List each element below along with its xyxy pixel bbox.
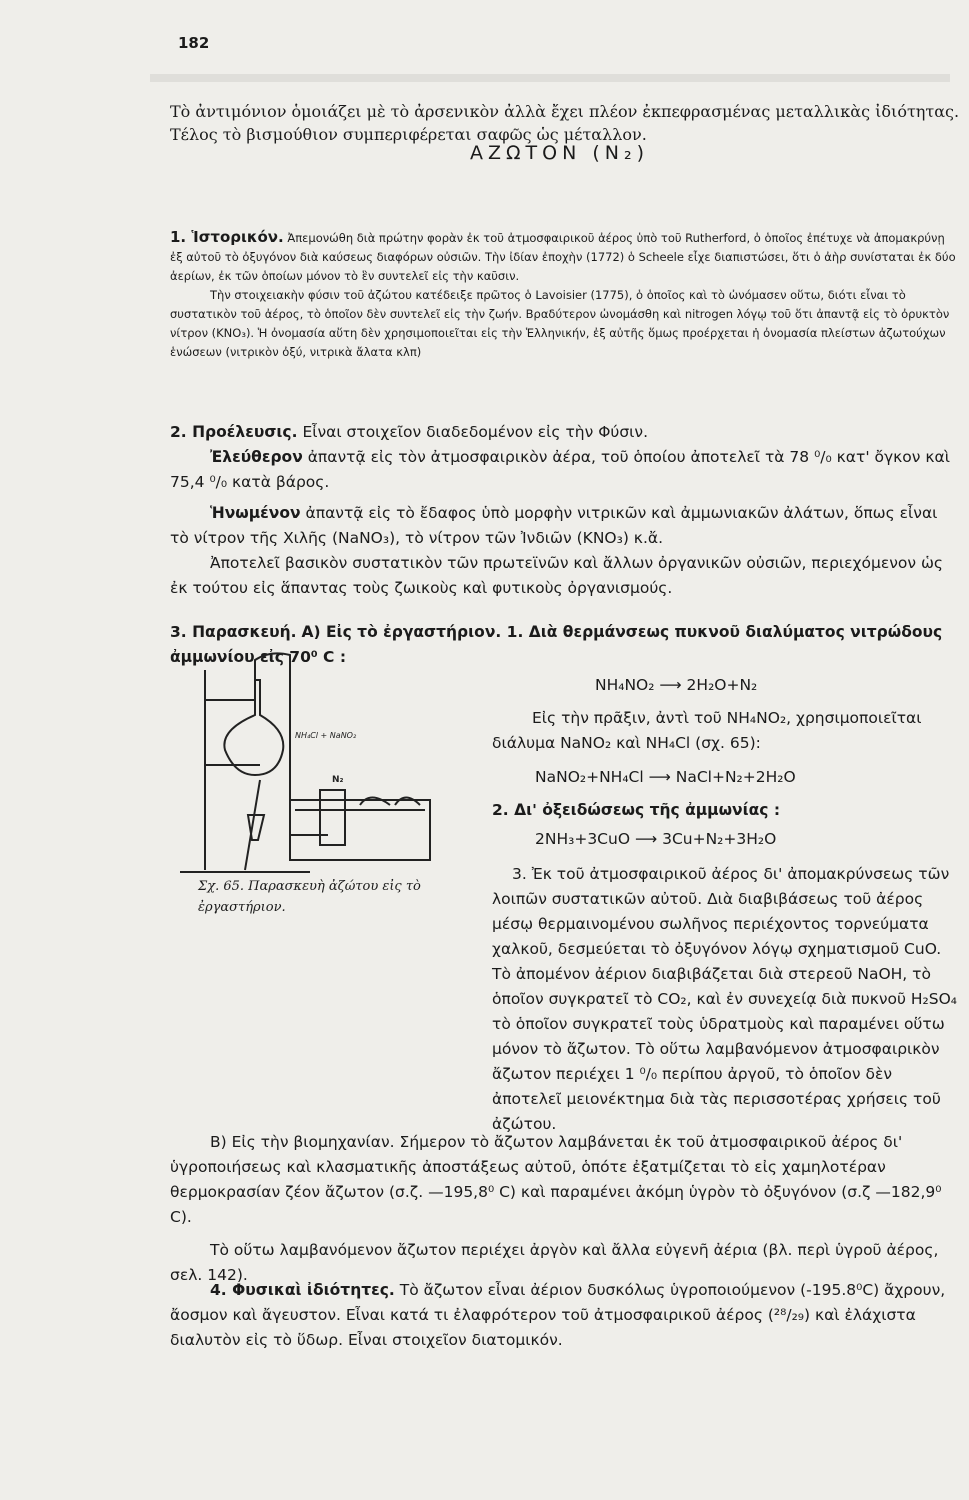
physical-text: Τὸ ἄζωτον εἶναι ἀέριον δυσκόλως ὑγροποιούμενον (-195.8⁰C) ἄχρουν, ἄοσμον καὶ ἄγευστον. Εἶναι κατά τι ἐλαφρότερον τοῦ ἀτμοσφαιρικοῦ ἀέρος (²⁸/₂₉) καὶ ἐλάχιστα διαλυτὸν εἰς τὸ ὕδωρ. Εἶναι στοιχεῖον διατομικόν. xyxy=(170,1281,946,1349)
combined-heading: Ἡνωμένον xyxy=(210,504,301,522)
figure-caption: Σχ. 65. Παρασκευὴ ἀζώτου εἰς τὸ ἐργαστήριον. xyxy=(198,879,421,915)
intro-paragraph: Τὸ ἀντιμόνιον ὁμοιάζει μὲ τὸ ἀρσενικὸν ἀλλὰ ἔχει πλέον ἐκπεφρασμένας μεταλλικὰς ἰδιότητας. Τέλος τὸ βισμούθιον συμπεριφέρεται σαφῶς ὡς μέταλλον. xyxy=(170,102,960,144)
history-heading: 1. Ἱστορικόν. xyxy=(170,228,284,246)
origin-section xyxy=(170,420,960,601)
equation-2: NaNO₂+NH₄Cl ⟶ NaCl+N₂+2H₂O xyxy=(535,768,796,786)
ammonia-oxidation-heading: 2. Δι' ὀξειδώσεως τῆς ἀμμωνίας : xyxy=(492,801,781,819)
prep-heading: 3. Παρασκευή. xyxy=(170,623,297,641)
equation-1-note: Εἰς τὴν πρᾶξιν, ἀντὶ τοῦ NH₄NO₂, χρησιμοποιεῖται διάλυμα NaNO₂ καὶ NH₄Cl (σχ. 65): xyxy=(492,709,922,752)
history-text: Ἀπεμονώθη διὰ πρώτην φορὰν ἐκ τοῦ ἀτμοσφαιρικοῦ ἀέρος ὑπὸ τοῦ Rutherford, ὁ ὁποῖος ἐπέτυχε νὰ ἀπομακρύνῃ ἐξ αὐτοῦ τὸ ὀξυγόνον διὰ καύσεως διαφόρων οὐσιῶν. Τὴν ἰδίαν ἐποχὴν (1772) ὁ Scheele εἶχε διαπιστώσει, ὅτι ὁ ἀὴρ συνίσταται ἐκ δύο ἀερίων, ἐκ τῶν ὁποίων μόνον τὸ ἓν συντελεῖ εἰς τὴν καῦσιν. xyxy=(170,231,956,283)
page-number: 182 xyxy=(178,34,210,52)
reagents-label: NH₄Cl + NaNO₂ xyxy=(295,731,357,740)
combined-text: ἀπαντᾷ εἰς τὸ ἔδαφος ὑπὸ μορφὴν νιτρικῶν καὶ ἀμμωνιακῶν ἀλάτων, ὅπως εἶναι τὸ νίτρον τῆς Χιλῆς (NaNO₃), τὸ νίτρον τῶν Ἰνδιῶν (KNO₃) κ.ἄ. xyxy=(170,504,938,547)
industry-text-2: Τὸ οὕτω λαμβανόμενον ἄζωτον περιέχει ἀργὸν καὶ ἄλλα εὐγενῆ ἀέρια (βλ. περὶ ὑγροῦ ἀέρος, σελ. 142). xyxy=(170,1241,939,1284)
origin-heading: 2. Προέλευσις. xyxy=(170,423,298,441)
free-heading: Ἐλεύθερον xyxy=(210,448,303,466)
history-text-2: Τὴν στοιχειακὴν φύσιν τοῦ ἀζώτου κατέδειξε πρῶτος ὁ Lavoisier (1775), ὁ ὁποῖος καὶ τὸ ὠνόμασεν οὕτω, διότι εἶναι τὸ συστατικὸν τοῦ ἀέρος, τὸ ὁποῖον δὲν συντελεῖ εἰς τὴν ζωήν. Βραδύτερον ὠνομάσθη καὶ nitrogen λόγῳ τοῦ ὅτι ἀπαντᾷ εἰς τὸ ὀρυκτὸν νίτρον (KNO₃). Ἡ ὀνομασία αὕτη δὲν χρησιμοποιεῖται εἰς τὴν Ἑλληνικήν, ἐξ αὐτῆς ὅμως προέρχεται ἡ ὀνομασία πλείστων ἀζωτούχων ἑνώσεων (νιτρικὸν ὀξύ, νιτρικὰ ἄλατα κλπ) xyxy=(170,288,950,359)
bleed-through xyxy=(150,64,950,104)
gas-label: N₂ xyxy=(332,775,344,785)
air-method xyxy=(170,862,960,1137)
origin-last: Ἀποτελεῖ βασικὸν συστατικὸν τῶν πρωτεϊνῶν καὶ ἄλλων ὀργανικῶν οὐσιῶν, περιεχόμενον ὡς ἐκ τούτου εἰς ἅπαντας τοὺς ζωικοὺς καὶ φυτικοὺς ὀργανισμούς. xyxy=(170,554,944,597)
equation-3: 2NH₃+3CuO ⟶ 3Cu+N₂+3H₂O xyxy=(535,830,777,848)
apparatus-figure xyxy=(160,640,480,885)
industry-section xyxy=(170,1130,960,1288)
section-title: ΑΖΩΤΟΝ (N₂) xyxy=(470,142,650,164)
history-section xyxy=(170,228,960,362)
air-method-text: 3. Ἐκ τοῦ ἀτμοσφαιρικοῦ ἀέρος δι' ἀπομακρύνσεως τῶν λοιπῶν συστατικῶν αὐτοῦ. Διὰ διαβιβάσεως τοῦ ἀέρος μέσῳ θερμαινομένου σωλῆνος περιέχοντος τορνεύματα χαλκοῦ, δεσμεύεται τὸ ὀξυγόνον λόγῳ σχηματισμοῦ CuO. Τὸ ἀπομένον ἀέριον διαβιβάζεται διὰ στερεοῦ NaOH, τὸ ὁποῖον συγκρατεῖ τὸ CO₂, καὶ ἐν συνεχείᾳ διὰ πυκνοῦ H₂SO₄ τὸ ὁποῖον συγκρατεῖ τοὺς ὑδρατμοὺς καὶ παραμένει οὕτω μόνον τὸ ἄζωτον. Τὸ οὕτω λαμβανόμενον ἀτμοσφαιρικὸν ἄζωτον περιέχει 1 ⁰/₀ περίπου ἀργοῦ, τὸ ὁποῖον δὲν ἀποτελεῖ μειονέκτημα διὰ τὰς περισσοτέρας χρήσεις τοῦ ἀζώτου. xyxy=(492,865,957,1133)
physical-heading: 4. Φυσικαὶ ἰδιότητες. xyxy=(210,1281,395,1299)
physical-properties xyxy=(170,1278,960,1353)
industry-text: Β) Εἰς τὴν βιομηχανίαν. Σήμερον τὸ ἄζωτον λαμβάνεται ἐκ τοῦ ἀτμοσφαιρικοῦ ἀέρος δι' ὑγροποιήσεως καὶ κλασματικῆς ἀποστάξεως αὐτοῦ, ὁπότε ἐξατμίζεται τὸ εἰς χαμηλοτέραν θερμοκρασίαν ζέον ἄζωτον (σ.ζ. —195,8⁰ C) καὶ παραμένει ἀκόμη ὑγρὸν τὸ ὀξυγόνον (σ.ζ —182,9⁰ C). xyxy=(170,1133,942,1226)
prep-lab-heading: Α) Εἰς τὸ ἐργαστήριον. 1. Διὰ θερμάνσεως πυκνοῦ διαλύματος νιτρώδους ἀμμωνίου εἰς 70⁰ C : xyxy=(170,623,943,666)
equation-1: NH₄NO₂ ⟶ 2H₂O+N₂ xyxy=(595,676,758,694)
origin-text: Εἶναι στοιχεῖον διαδεδομένον εἰς τὴν Φύσιν. xyxy=(302,423,649,441)
free-text: ἀπαντᾷ εἰς τὸν ἀτμοσφαιρικὸν ἀέρα, τοῦ ὁποίου ἀποτελεῖ τὰ 78 ⁰/₀ κατ' ὄγκον καὶ 75,4 ⁰/₀ κατὰ βάρος. xyxy=(170,448,950,491)
